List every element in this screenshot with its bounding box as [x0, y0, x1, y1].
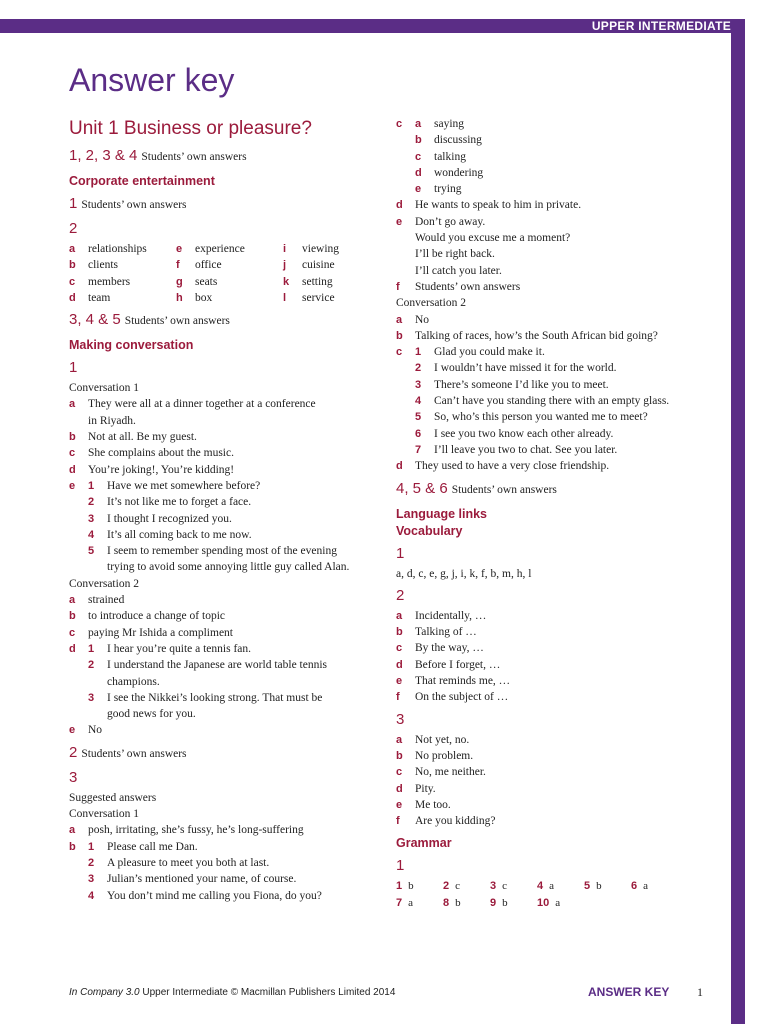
answer-row: e No [69, 724, 103, 737]
answer-row: d Pity. [396, 782, 436, 795]
answer-row: 5 So, who’s this person you wanted me to meet? [415, 411, 648, 424]
answer-row: b discussing [415, 134, 482, 147]
answer-row: 4 It’s all coming back to me now. [88, 528, 252, 541]
answer-row: c By the way, … [396, 642, 484, 655]
answer-row: f On the subject of … [396, 691, 509, 704]
conversation-label: Conversation 2 [396, 297, 466, 310]
page-number: 1 [697, 985, 703, 999]
making-heading: Making conversation [69, 338, 194, 353]
answer-row: 4 Can’t have you standing there with an empty glass. [415, 395, 670, 408]
answer-row: f Are you kidding? [396, 815, 496, 828]
unit-title: Unit 1 Business or pleasure? [69, 118, 312, 139]
answer-row: a Incidentally, … [396, 609, 487, 622]
answer-row: a No [396, 313, 430, 326]
footer-copyright: In Company 3.0 Upper Intermediate © Macmillan Publishers Limited 2014 [69, 987, 396, 998]
answer-cont: in Riyadh. [88, 414, 136, 427]
level-label: UPPER INTERMEDIATE [591, 19, 731, 33]
answer-row: b Talking of races, how’s the South African bid going? [396, 329, 658, 342]
answer-row: c No, me neither. [396, 766, 486, 779]
exercise-2: 2 [69, 220, 78, 237]
answer-row: e 1 Have we met somewhere before? [69, 479, 261, 492]
left-column [69, 116, 389, 904]
answer-row: 2 I wouldn’t have missed it for the world. [415, 362, 617, 375]
answer-row: e That reminds me, … [396, 675, 511, 688]
answer-row: 4 You don’t mind me calling you Fiona, do you? [88, 889, 322, 902]
answer-row: 3 There’s someone I’d like you to meet. [415, 378, 609, 391]
answer-row: 3 Julian’s mentioned your name, of course. [88, 873, 297, 886]
section-heading: 1, 2, 3 & 4 Students’ own answers [69, 147, 247, 164]
answer-cont: Would you excuse me a moment? [415, 232, 571, 245]
exercise-1: 1 [396, 857, 405, 875]
answer-row: 3 I thought I recognized you. [88, 512, 232, 525]
right-column [396, 116, 726, 911]
answer-row: 2 It’s not like me to forget a face. [88, 496, 252, 509]
answer-row: 2 I understand the Japanese are world table tennis [88, 659, 328, 672]
answer-row: 3 I see the Nikkei’s looking strong. That must be [88, 691, 323, 704]
vocabulary-heading: Vocabulary [396, 523, 463, 538]
answer-row: d 1 I hear you’re quite a tennis fan. [69, 642, 252, 655]
answer-cont: I’ll catch you later. [415, 264, 502, 277]
answer-row: c 1 Glad you could make it. [396, 346, 545, 359]
side-bar [731, 33, 745, 1024]
exercise-1: 1 [69, 359, 78, 377]
answer-cont: I’ll be right back. [415, 248, 495, 261]
answer-row: b No problem. [396, 749, 474, 762]
answer-row: b Not at all. Be my guest. [69, 431, 197, 444]
language-links-heading: Language links [396, 506, 487, 521]
exercise-2: 2 [396, 586, 405, 604]
exercise-3: 3 [69, 768, 78, 786]
grammar-heading: Grammar [396, 836, 452, 851]
answer-cont: champions. [107, 675, 160, 688]
header-bar [0, 19, 745, 33]
exercise-456: 4, 5 & 6 Students’ own answers [396, 479, 557, 497]
answer-row: 2 A pleasure to meet you both at last. [88, 856, 270, 869]
answer-row: a posh, irritating, she’s fussy, he’s long-suffering [69, 824, 304, 837]
answer-row: d You’re joking!, You’re kidding! [69, 463, 235, 476]
answer-row: d They used to have a very close friendship. [396, 460, 610, 473]
answer-cont: trying to avoid some annoying little guy called Alan. [107, 561, 350, 574]
answer-row: d wondering [415, 166, 484, 179]
answer-row: a, d, c, e, g, j, i, k, f, b, m, h, l [396, 567, 532, 580]
answer-row: a Not yet, no. [396, 733, 470, 746]
exercise-1: 1 [396, 544, 405, 562]
corporate-heading: Corporate entertainment [69, 174, 215, 188]
page-title: Answer key [69, 62, 235, 98]
answer-row: 5 I seem to remember spending most of the evening [88, 545, 337, 558]
answer-row: e Me too. [396, 798, 451, 811]
footer-section-label: ANSWER KEY [588, 985, 670, 999]
conversation-label: Conversation 1 [69, 808, 139, 821]
answer-row: c talking [415, 150, 466, 163]
answer-row: c She complains about the music. [69, 447, 234, 460]
grammar-answer-grid: 1 b 2 c 3 c 4 a 5 b 6 a 7 a 8 b 9 b 10 a [396, 880, 649, 909]
answer-row: d He wants to speak to him in private. [396, 199, 582, 212]
answer-row: e Don’t go away. [396, 215, 486, 228]
exercise-1: 1 Students’ own answers [69, 195, 187, 212]
answer-row: 7 I’ll leave you two to chat. See you later. [415, 443, 618, 456]
conversation-label: Conversation 1 [69, 382, 139, 395]
answer-cont: good news for you. [107, 708, 196, 721]
answer-row: c a saying [396, 118, 465, 130]
answer-row: 6 I see you two know each other already. [415, 427, 614, 440]
exercise-345: 3, 4 & 5 Students’ own answers [69, 311, 230, 329]
answer-row: b 1 Please call me Dan. [69, 840, 198, 853]
conversation-label: Conversation 2 [69, 577, 139, 590]
answer-row: e trying [415, 183, 462, 196]
answer-row: a They were all at a dinner together at a conference [69, 398, 316, 411]
answer-row: a strained [69, 594, 125, 607]
answer-row: f Students’ own answers [396, 280, 521, 293]
answer-row: c paying Mr Ishida a compliment [69, 626, 233, 639]
exercise-2: 2 Students’ own answers [69, 743, 187, 761]
answer-grid: a relationships e experience i viewing b clients f office j cuisine c members g seats k setting d team h box l service [69, 243, 340, 304]
answer-row: d Before I forget, … [396, 658, 501, 671]
suggested-label: Suggested answers [69, 791, 157, 804]
answer-row: b to introduce a change of topic [69, 610, 225, 623]
answer-row: b Talking of … [396, 626, 477, 639]
exercise-3: 3 [396, 710, 405, 728]
